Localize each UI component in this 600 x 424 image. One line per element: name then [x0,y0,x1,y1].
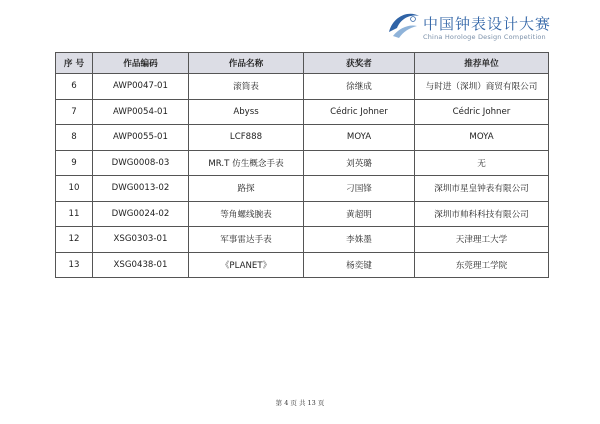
header-index: 序 号 [56,53,93,74]
table-row [56,99,549,125]
cell-work-name: LCF888 [189,125,304,151]
cell-code: XSG0438-01 [93,252,189,278]
cell-winner: 李姝墨 [304,227,415,253]
cell-winner: MOYA [304,125,415,151]
cell-index: 10 [56,176,93,202]
cell-recommender: Cédric Johner [415,99,549,125]
cell-index: 6 [56,74,93,100]
cell-recommender: 东莞理工学院 [415,252,549,278]
cell-recommender: 深圳市星皇钟表有限公司 [415,176,549,202]
cell-work-name: Abyss [189,99,304,125]
logo-subtitle: China Horologe Design Competition [423,33,546,41]
awards-table [55,52,549,278]
swoosh-logo-icon [383,6,423,46]
cell-code: AWP0047-01 [93,74,189,100]
cell-recommender: 深圳市帅科科技有限公司 [415,201,549,227]
cell-winner: 刁国锋 [304,176,415,202]
cell-index: 9 [56,150,93,176]
cell-recommender: 与时进（深圳）商贸有限公司 [415,74,549,100]
cell-work-name: 《PLANET》 [189,252,304,278]
cell-winner: 黄超明 [304,201,415,227]
cell-code: XSG0303-01 [93,227,189,253]
table-row [56,150,549,176]
table-header-row [56,53,549,74]
logo-title: 中国钟表设计大赛 [423,15,552,33]
page-number: 第 4 页 共 13 页 [275,399,325,407]
table-row [56,74,549,100]
table-row [56,252,549,278]
cell-index: 11 [56,201,93,227]
cell-work-name: 滚筒表 [189,74,304,100]
cell-index: 12 [56,227,93,253]
cell-index: 13 [56,252,93,278]
cell-code: DWG0008-03 [93,150,189,176]
cell-work-name: 军事雷达手表 [189,227,304,253]
cell-index: 8 [56,125,93,151]
cell-recommender: 无 [415,150,549,176]
cell-code: DWG0024-02 [93,201,189,227]
cell-recommender: 天津理工大学 [415,227,549,253]
cell-index: 7 [56,99,93,125]
cell-code: AWP0055-01 [93,125,189,151]
table-row [56,227,549,253]
cell-code: AWP0054-01 [93,99,189,125]
table-row [56,176,549,202]
cell-code: DWG0013-02 [93,176,189,202]
cell-winner: 杨奕键 [304,252,415,278]
cell-winner: 刘英璐 [304,150,415,176]
cell-work-name: MR.T 仿生概念手表 [189,150,304,176]
header-winner: 获奖者 [304,53,415,74]
cell-winner: Cédric Johner [304,99,415,125]
header-recommender: 推荐单位 [415,53,549,74]
table-row [56,201,549,227]
table-row [56,125,549,151]
cell-work-name: 等角螺线腕表 [189,201,304,227]
cell-recommender: MOYA [415,125,549,151]
header-code: 作品编码 [93,53,189,74]
competition-logo [383,6,593,46]
header-work-name: 作品名称 [189,53,304,74]
cell-winner: 徐继成 [304,74,415,100]
cell-work-name: 路探 [189,176,304,202]
